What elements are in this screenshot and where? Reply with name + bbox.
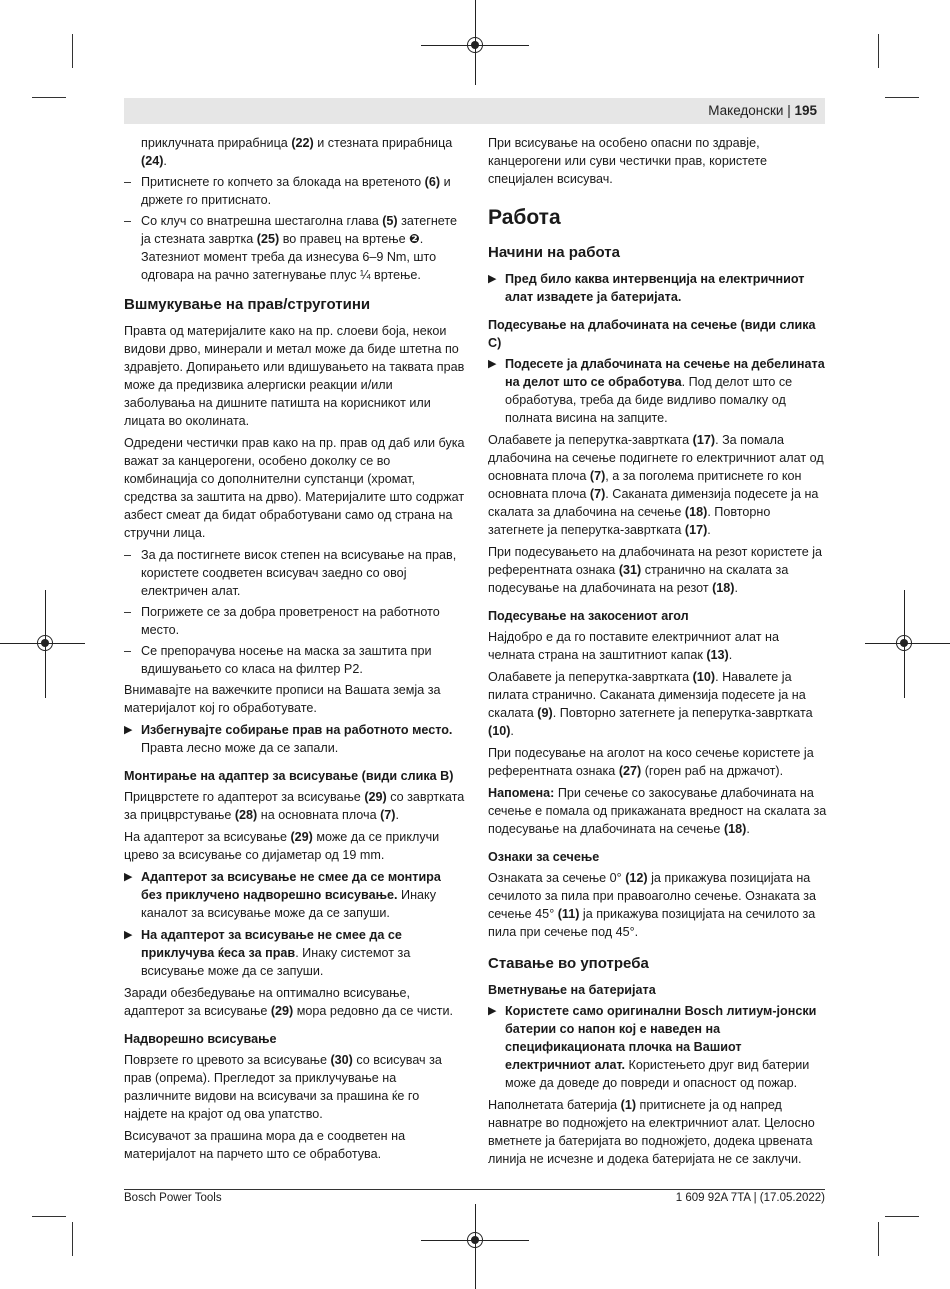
crop-mark	[32, 97, 66, 98]
paragraph	[488, 869, 828, 941]
external-heading: Надворешно всисување	[124, 1032, 277, 1046]
bold-text: На адаптерот за всисување не смее да се приклучува ќеса за прав	[141, 928, 402, 960]
bullet-triangle-icon: ▶	[488, 1005, 497, 1017]
list-item	[124, 173, 465, 209]
paragraph	[488, 431, 828, 539]
bold-text: (7)	[589, 487, 606, 501]
text-run: со завртката за прицврстување	[124, 790, 465, 822]
crop-mark	[72, 1222, 73, 1256]
list-continuation	[124, 134, 465, 170]
paragraph	[124, 984, 465, 1020]
bold-text: (7)	[589, 469, 606, 483]
paragraph	[488, 628, 828, 664]
paragraph	[124, 788, 465, 824]
crop-mark	[885, 1216, 919, 1217]
left-column	[124, 134, 465, 1167]
bold-text: Избегнувајте собирање прав на работното место.	[141, 723, 453, 737]
adapter-heading: Монтирање на адаптер за всисување (види слика B)	[124, 769, 454, 783]
text-run: .	[510, 724, 514, 738]
text-run: При подесувањето на длабочината на резот користете ја референтната ознака	[488, 545, 823, 577]
bold-text: (10)	[488, 724, 511, 738]
text-run: Наполнетата батерија	[488, 1098, 621, 1112]
text-run: затегнете ја стезната завртка	[141, 214, 458, 246]
registration-mark-icon	[467, 37, 483, 53]
text-run: Инаку каналот за всисување може да се запуши.	[141, 888, 437, 920]
bold-text: Напомена:	[488, 786, 555, 800]
bold-text: (13)	[706, 648, 729, 662]
bold-text: (30)	[330, 1053, 353, 1067]
page-header	[124, 98, 825, 124]
warning-item	[488, 270, 828, 306]
bold-text: (18)	[684, 505, 708, 519]
header-text	[708, 103, 817, 118]
bold-text: (29)	[270, 1004, 294, 1018]
text-run: .	[163, 154, 167, 168]
text-run: Внимавајте на важечките прописи на Вашата земја за материјалот кој го обработувате.	[124, 683, 441, 715]
text-run: и стезната прирабница	[313, 136, 453, 150]
bold-text: Користете само оригинални Bosch литиум-јонски батерии со напон кој е наведен на спецификационата плочка на Вашиот електричниот алат.	[505, 1004, 817, 1072]
text-run: Притиснете го копчето за блокада на вретеното	[141, 175, 425, 189]
paragraph	[124, 1051, 465, 1123]
paragraph	[488, 784, 828, 838]
dust-heading: Вшмукување на прав/струготини	[124, 296, 371, 313]
battery-section	[488, 1002, 828, 1168]
text-run: и држете го притиснато.	[141, 175, 451, 207]
text-run: во правец на вртење	[279, 232, 410, 246]
text-run: . Повторно затегнете ја пеперутка-завртката	[488, 505, 771, 537]
text-run: странично на скалата за подесување на длабочината на резот	[488, 563, 789, 595]
bold-text: (25)	[256, 232, 280, 246]
bold-text: (6)	[424, 175, 441, 189]
paragraph	[124, 1127, 465, 1163]
text-run: може да се приклучи црево за всисување со дијаметар од 19 mm.	[124, 830, 440, 862]
bold-text: (27)	[618, 764, 642, 778]
crop-mark	[878, 1222, 879, 1256]
text-run: притиснете ја од напред навнатре во подножјето на електричниот алат. Целосно вметнете ја батеријата во подножјето, додека црвената линија не исчезне и додека батеријата не се заклучи.	[488, 1098, 815, 1166]
text-run: . Саканата димензија подесете ја на скалата за длабочина на сечење	[488, 487, 819, 519]
crop-mark	[32, 1216, 66, 1217]
text-run: Заради обезбедување на оптимално всисување, адаптерот за всисување	[124, 986, 410, 1018]
modes-section	[488, 270, 828, 306]
paragraph	[124, 681, 465, 717]
list-item	[124, 546, 465, 600]
dust-section	[124, 322, 465, 757]
bold-text: (22)	[291, 136, 314, 150]
text-run: . За помала длабочина на сечење подигнете го електричниот алат од основната плоча	[488, 433, 824, 483]
modes-heading: Начини на работа	[488, 244, 620, 261]
text-run: .	[728, 648, 733, 662]
text-run: На адаптерот за всисување	[124, 830, 291, 844]
text-run: Користењето друг вид батерии може да доведе до повреди и опасност од пожар.	[505, 1058, 810, 1090]
text-run: Правта од материјалите како на пр. слоеви боја, некои видови дрво, минерали и метал може да биде штетна по здравјето. Допирањето или вдишувањето на таквата прав може да предизвика алергиски реакции и/или заболувања на дишните патишта на корисникот или лицата во околината.	[124, 324, 465, 428]
bold-text: (18)	[712, 581, 735, 595]
right-column	[488, 134, 828, 1172]
text-run: Најдобро е да го поставите електричниот алат на челната страна на заштитниот капак	[488, 630, 779, 662]
crop-mark	[885, 97, 919, 98]
text-run: со всисувач за прав (опрема). Прегледот за приклучување на различните видови на всисувачи за прашина ќе го најдете на крајот од ова упатство.	[124, 1053, 442, 1121]
paragraph	[488, 134, 828, 188]
text-run: Правта лесно може да се запали.	[141, 741, 339, 755]
left-intro	[124, 134, 465, 284]
paragraph	[124, 322, 465, 430]
text-run: За да постигнете висок степен на всисување на прав, користете соодветен всисувач заедно со овој електричен алат.	[141, 548, 457, 598]
text-run: Прицврстете го адаптерот за всисување	[124, 790, 365, 804]
bold-text: (9)	[537, 706, 553, 720]
text-run: . Навалете ја пилата странично. Саканата димензија подесете ја на скалата	[488, 670, 806, 720]
list-item	[124, 603, 465, 639]
adapter-section	[124, 788, 465, 1020]
bold-text: (31)	[618, 563, 642, 577]
bold-text: (11)	[557, 907, 580, 921]
paragraph	[488, 668, 828, 740]
footer-rule	[124, 1189, 825, 1190]
right-intro	[488, 134, 828, 188]
header-section: Македонски	[708, 103, 784, 118]
text-run: При всисување на особено опасни по здравје, канцерогени или суви честички прав, користете специјален всисувач.	[488, 136, 767, 186]
text-run: ја прикажува позицијата на сечилото за пила при сечење под 45°.	[488, 907, 816, 939]
paragraph	[124, 434, 465, 542]
bold-text: (7)	[380, 808, 396, 822]
text-run: Се препорачува носење на маска за заштита при вдишувањето со класа на филтер P2.	[141, 644, 432, 676]
text-run: мора редовно да се чисти.	[293, 1004, 454, 1018]
text-run: . Под делот што се обработува, треба да биде видливо помалку од полната висина на запците.	[505, 375, 793, 425]
registration-mark-icon	[37, 635, 53, 651]
text-run: Одредени честички прав како на пр. прав од даб или бука важат за канцерогени, особено доколку се во комбинација со дополнителни супстанци (хромат, средства за заштита на дрво). Материјалите што содржат азбест смеат да бидат обработувани само од страна на стручни лица.	[124, 436, 465, 540]
text-run: Олабавете ја пеперутка-завртката	[488, 433, 693, 447]
marks-section	[488, 869, 828, 941]
bold-text: (12)	[625, 871, 648, 885]
registration-mark-icon	[467, 1232, 483, 1248]
text-run: Поврзете го цревото за всисување	[124, 1053, 331, 1067]
bold-text: (29)	[290, 830, 313, 844]
bullet-triangle-icon: ▶	[124, 871, 133, 883]
startup-heading: Ставање во употреба	[488, 955, 649, 972]
depth-section	[488, 355, 828, 597]
bold-text: (24)	[141, 154, 164, 168]
list-item	[124, 642, 465, 678]
depth-heading: Подесување на длабочината на сечење (види слика C)	[488, 318, 816, 350]
crop-mark	[72, 34, 73, 68]
text-run: . Инаку системот за всисување може да се запуши.	[141, 946, 411, 978]
bold-text: (18)	[723, 822, 747, 836]
text-run: на основната плоча	[257, 808, 381, 822]
warning-item	[124, 868, 465, 922]
work-heading: Работа	[488, 206, 561, 229]
crop-mark	[878, 34, 879, 68]
bold-text: (1)	[620, 1098, 637, 1112]
bevel-section	[488, 628, 828, 838]
text-run: Ознаката за сечење 0°	[488, 871, 626, 885]
text-run: .	[395, 808, 399, 822]
bold-text: ❷	[409, 232, 420, 246]
bold-text: Адаптерот за всисување не смее да се монтира без приклучено надворешно всисување.	[141, 870, 441, 902]
bold-text: Подесете ја длабочината на сечење на дебелината на делот што се обработува	[505, 357, 825, 389]
footer-doc-id: 1 609 92A 7TA | (17.05.2022)	[675, 1192, 825, 1204]
paragraph	[124, 828, 465, 864]
warning-item	[124, 926, 465, 980]
bold-text: (17)	[684, 523, 708, 537]
text-run: Погрижете се за добра проветреност на работното место.	[141, 605, 440, 637]
warning-item	[488, 355, 828, 427]
header-separator: |	[783, 103, 795, 118]
bold-text: (28)	[234, 808, 258, 822]
bold-text: (29)	[364, 790, 387, 804]
bold-text: (10)	[692, 670, 716, 684]
bold-text: (5)	[382, 214, 398, 228]
bevel-heading: Подесување на закосениот агол	[488, 609, 689, 623]
paragraph	[488, 1096, 828, 1168]
footer-brand: Bosch Power Tools	[124, 1192, 222, 1204]
text-run: приклучната прирабница	[141, 136, 292, 150]
text-run: .	[734, 581, 739, 595]
page-number: 195	[794, 103, 817, 118]
text-run: . Затезниот момент треба да изнесува 6–9 Nm, што одговара на рачно затегнување плус ¼ вртење.	[141, 232, 437, 282]
text-run: При подесување на аголот на косо сечење користете ја референтната ознака	[488, 746, 814, 778]
battery-heading: Вметнување на батеријата	[488, 983, 656, 997]
text-run: Всисувачот за прашина мора да е соодветен на материјалот на парчето што се обработува.	[124, 1129, 406, 1161]
bold-text: Пред било каква интервенција на електричниот алат извадете ја батеријата.	[505, 272, 805, 304]
text-run: ја прикажува позицијата на сечилото за пила при правоаголно сечење. Ознаката за сечење 45°	[488, 871, 817, 921]
bullet-triangle-icon: ▶	[488, 358, 497, 370]
text-run: Со клуч со внатрешна шестаголна глава	[141, 214, 383, 228]
registration-mark-icon	[896, 635, 912, 651]
paragraph	[488, 744, 828, 780]
text-run: Олабавете ја пеперутка-завртката	[488, 670, 693, 684]
text-run: . Повторно затегнете ја пеперутка-завртката	[552, 706, 813, 720]
paragraph	[488, 543, 828, 597]
warning-item	[124, 721, 465, 757]
bullet-triangle-icon: ▶	[488, 273, 497, 285]
text-run: .	[746, 822, 750, 836]
marks-heading: Ознаки за сечење	[488, 850, 600, 864]
warning-item	[488, 1002, 828, 1092]
external-section	[124, 1051, 465, 1163]
text-run: При сечење со закосување длабочината на сечење е помала од прикажаната вредност на скалата за подесување на длабочината на сечење	[488, 786, 827, 836]
bold-text: (17)	[692, 433, 716, 447]
list-item	[124, 212, 465, 284]
bullet-triangle-icon: ▶	[124, 724, 133, 736]
text-run: , а за поголема притиснете го кон основната плоча	[488, 469, 802, 501]
text-run: .	[707, 523, 711, 537]
text-run: (горен раб на држачот).	[641, 764, 784, 778]
bullet-triangle-icon: ▶	[124, 929, 133, 941]
